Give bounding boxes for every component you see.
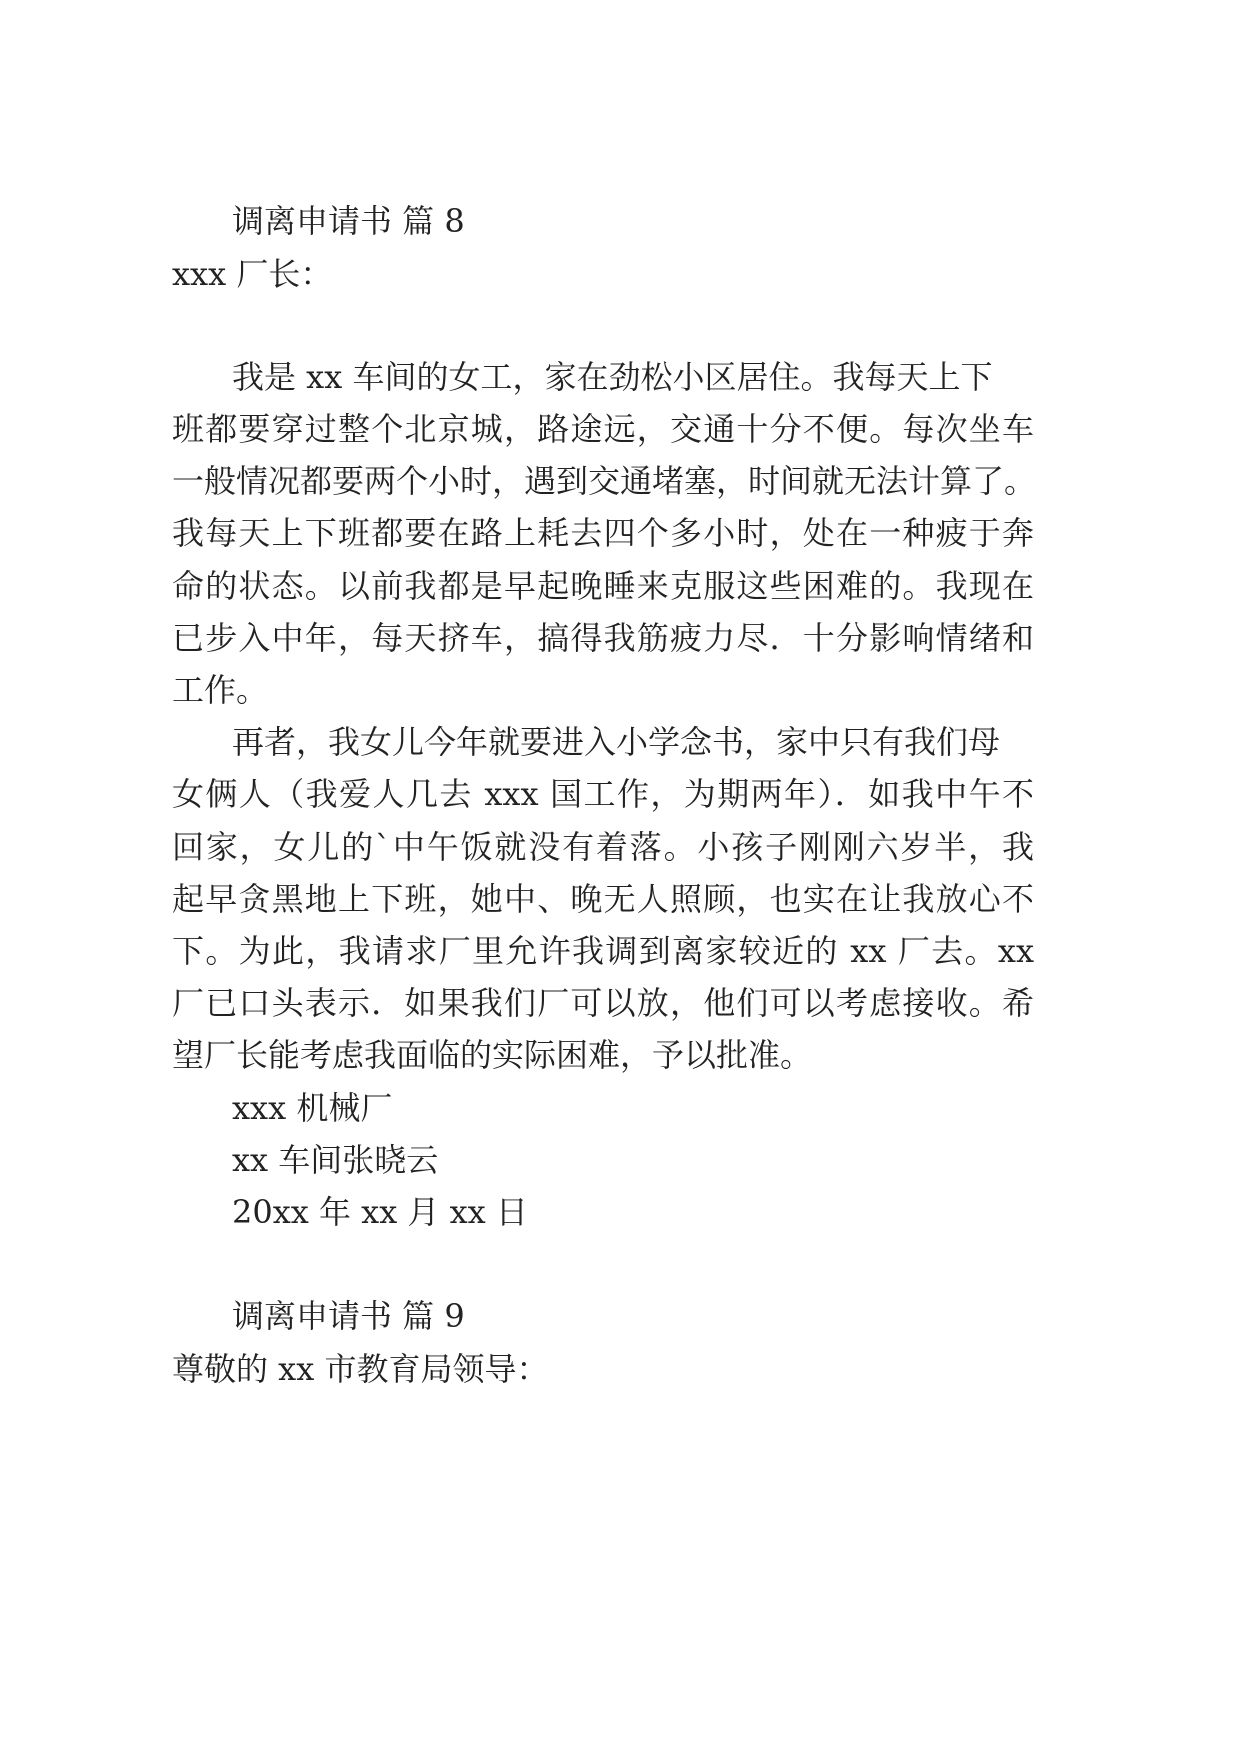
- signature-company: xxx 机械厂: [232, 1089, 393, 1127]
- section-8-salutation: xxx 厂长：: [172, 255, 333, 293]
- section-9-title: 调离申请书 篇 9: [232, 1297, 465, 1335]
- paragraph-line: 起早贪黑地上下班，她中、晚无人照顾，也实在让我放心不: [172, 880, 1034, 918]
- paragraph-line: 我是 xx 车间的女工，家在劲松小区居住。我每天上下: [232, 358, 993, 396]
- paragraph-line: 已步入中年，每天挤车，搞得我筋疲力尽．十分影响情绪和: [172, 619, 1034, 657]
- paragraph-line: 一般情况都要两个小时，遇到交通堵塞，时间就无法计算了。: [172, 462, 1037, 500]
- paragraph-line: 命的状态。以前我都是早起晚睡来克服这些困难的。我现在: [172, 567, 1034, 605]
- signature-name: xx 车间张晓云: [232, 1141, 439, 1179]
- paragraph-line: 工作。: [172, 671, 269, 709]
- paragraph-line: 女俩人（我爱人几去 xxx 国工作，为期两年）．如我中午不: [172, 775, 1034, 813]
- paragraph-line: 班都要穿过整个北京城，路途远，交通十分不便。每次坐车: [172, 410, 1034, 448]
- paragraph-line: 厂已口头表示．如果我们厂可以放，他们可以考虑接收。希: [172, 984, 1034, 1022]
- paragraph-line: 回家，女儿的`中午饭就没有着落。小孩子刚刚六岁半，我: [172, 828, 1034, 866]
- paragraph-line: 我每天上下班都要在路上耗去四个多小时，处在一种疲于奔: [172, 514, 1034, 552]
- paragraph-line: 望厂长能考虑我面临的实际困难，予以批准。: [172, 1036, 813, 1074]
- paragraph-line: 下。为此，我请求厂里允许我调到离家较近的 xx 厂去。xx: [172, 932, 1034, 970]
- section-9-salutation: 尊敬的 xx 市教育局领导：: [172, 1350, 549, 1388]
- paragraph-line: 再者，我女儿今年就要进入小学念书，家中只有我们母: [232, 723, 1001, 761]
- signature-date: 20xx 年 xx 月 xx 日: [232, 1193, 528, 1231]
- section-8-title: 调离申请书 篇 8: [232, 202, 465, 240]
